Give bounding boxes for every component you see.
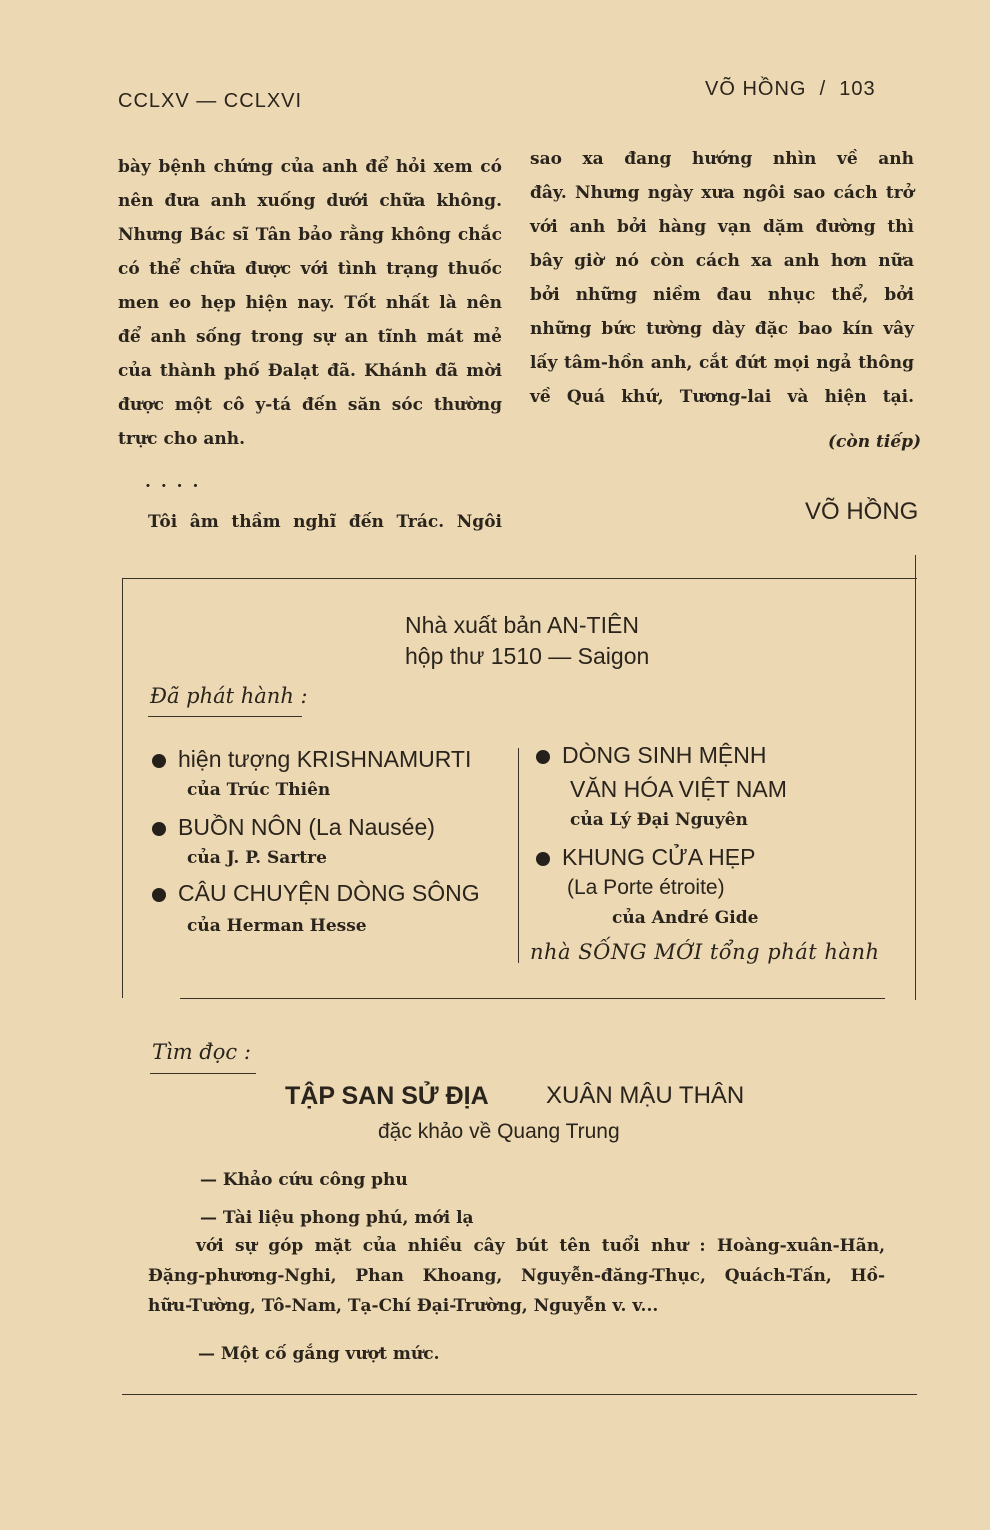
book-title: BUỒN NÔN (La Nausée) bbox=[178, 814, 435, 840]
feature-point: — Một cố gắng vượt mức. bbox=[198, 1344, 440, 1364]
text-line: về Quá khứ, Tương-lai và hiện tại. bbox=[530, 387, 914, 407]
ad-top-rule bbox=[122, 578, 917, 579]
text-line: trực cho anh. bbox=[118, 429, 246, 449]
text-line: với sự góp mặt của nhiều cây bút tên tuổi như : Hoàng-xuân-Hãn, bbox=[196, 1236, 885, 1256]
bullet-icon bbox=[536, 852, 550, 866]
author-signature: VÕ HỒNG bbox=[805, 498, 919, 525]
book-title-line2: (La Porte étroite) bbox=[567, 876, 725, 899]
bullet-icon bbox=[536, 750, 550, 764]
text-line: men eo hẹp hiện nay. Tốt nhất là nên bbox=[118, 293, 502, 313]
book-item bbox=[152, 746, 471, 773]
publisher-name: Nhà xuất bản AN-TIÊN bbox=[405, 612, 639, 638]
book-title: KHUNG CỬA HẸP bbox=[562, 844, 756, 870]
released-label: Đã phát hành : bbox=[150, 684, 308, 708]
section-ellipsis: . . . . bbox=[145, 472, 201, 492]
text-line: bởi những niềm đau nhục thể, bởi bbox=[530, 285, 914, 305]
page-bottom-rule bbox=[122, 1394, 917, 1395]
text-line: bây giờ nó còn cách xa anh hơn nữa bbox=[530, 251, 914, 271]
released-underline bbox=[148, 716, 302, 717]
book-item bbox=[152, 880, 480, 907]
magazine-issue: XUÂN MẬU THÂN bbox=[546, 1082, 745, 1109]
book-author: của Herman Hesse bbox=[187, 916, 367, 936]
text-line: những bức tường dày đặc bao kín vây bbox=[530, 319, 914, 339]
text-line: bày bệnh chứng của anh để hỏi xem có bbox=[118, 157, 502, 177]
ad-left-rule bbox=[122, 578, 123, 998]
find-read-underline bbox=[150, 1073, 256, 1074]
bullet-icon bbox=[152, 822, 166, 836]
text-line: Tôi âm thầm nghĩ đến Trác. Ngôi bbox=[148, 512, 502, 532]
book-title-line2: VĂN HÓA VIỆT NAM bbox=[570, 776, 787, 802]
magazine-subtitle: đặc khảo về Quang Trung bbox=[378, 1120, 620, 1143]
text-line: Đặng-phương-Nghi, Phan Khoang, Nguyễn-đăng-Thục, Quách-Tấn, Hồ- bbox=[148, 1266, 885, 1286]
book-author: của Lý Đại Nguyên bbox=[570, 810, 748, 830]
header-left: CCLXV — CCLXVI bbox=[118, 90, 303, 112]
text-line: để anh sống trong sự an tĩnh mát mẻ bbox=[118, 327, 502, 347]
text-line: đây. Nhưng ngày xưa ngôi sao cách trở bbox=[530, 183, 914, 203]
left-column bbox=[118, 150, 502, 456]
ad-column-divider bbox=[518, 748, 519, 963]
continued-note: (còn tiếp) bbox=[828, 432, 922, 452]
book-author: của André Gide bbox=[612, 908, 759, 928]
feature-point: — Tài liệu phong phú, mới lạ bbox=[200, 1208, 474, 1228]
ad-right-rule bbox=[915, 555, 916, 1000]
book-author: của J. P. Sartre bbox=[187, 848, 327, 868]
text-line: hữu-Tường, Tô-Nam, Tạ-Chí Đại-Trường, Nguyễn v. v... bbox=[148, 1296, 659, 1316]
book-item bbox=[152, 814, 435, 841]
publisher-address: hộp thư 1510 — Saigon bbox=[405, 643, 650, 669]
text-line: của thành phố Đalạt đã. Khánh đã mời bbox=[118, 361, 502, 381]
text-line: nên đưa anh xuống dưới chữa không. bbox=[118, 191, 502, 211]
distributor-note: nhà SỐNG MỚI tổng phát hành bbox=[530, 940, 880, 964]
feature-point: — Khảo cứu công phu bbox=[200, 1170, 408, 1190]
book-item bbox=[536, 844, 755, 871]
ad-bottom-rule bbox=[180, 998, 885, 999]
book-title: CÂU CHUYỆN DÒNG SÔNG bbox=[178, 880, 480, 906]
left-last-line bbox=[148, 505, 502, 539]
find-read-label: Tìm đọc : bbox=[152, 1040, 251, 1064]
text-line: lấy tâm-hồn anh, cắt đứt mọi ngả thông bbox=[530, 353, 914, 373]
book-title: hiện tượng KRISHNAMURTI bbox=[178, 746, 472, 772]
right-column bbox=[530, 142, 914, 414]
magazine-title: TẬP SAN SỬ ĐỊA bbox=[285, 1082, 489, 1110]
bullet-icon bbox=[152, 754, 166, 768]
book-title: DÒNG SINH MỆNH bbox=[562, 742, 767, 768]
book-item bbox=[536, 742, 766, 769]
text-line: sao xa đang hướng nhìn về anh bbox=[530, 149, 914, 169]
text-line: Nhưng Bác sĩ Tân bảo rằng không chắc bbox=[118, 225, 502, 245]
bullet-icon bbox=[152, 888, 166, 902]
text-line: được một cô y-tá đến săn sóc thường bbox=[118, 395, 502, 415]
contributors-paragraph bbox=[148, 1231, 885, 1321]
text-line: có thể chữa được với tình trạng thuốc bbox=[118, 259, 502, 279]
text-line: với anh bởi hàng vạn dặm đường thì bbox=[530, 217, 914, 237]
header-right: VÕ HỒNG / 103 bbox=[705, 78, 876, 100]
book-author: của Trúc Thiên bbox=[187, 780, 331, 800]
